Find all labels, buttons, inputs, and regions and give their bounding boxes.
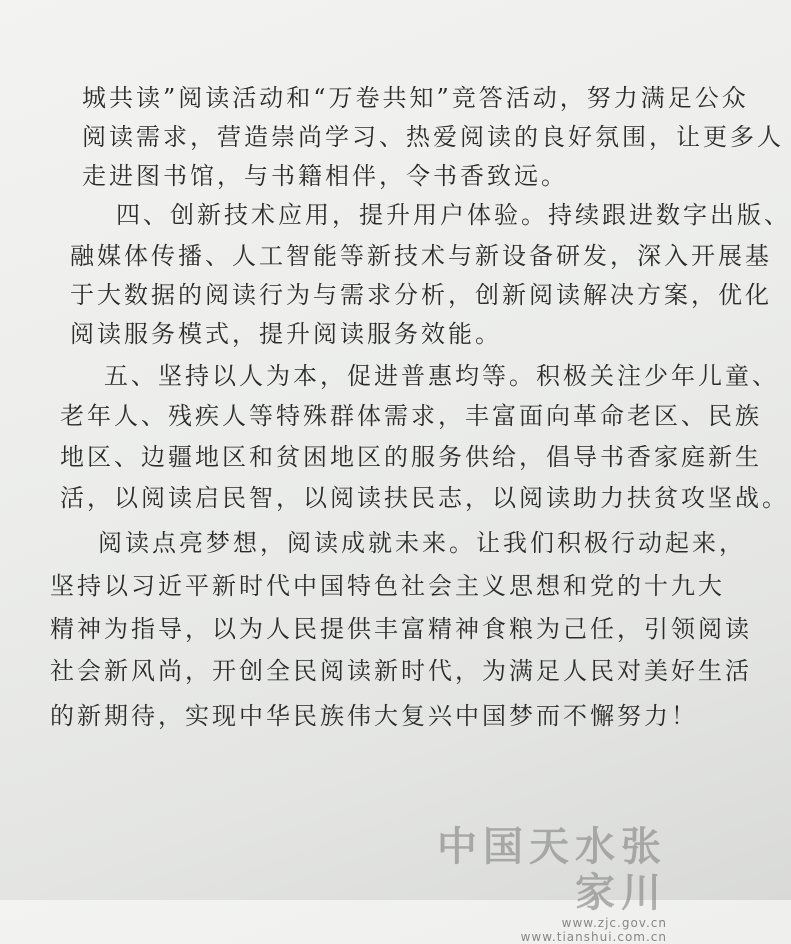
text-line: 坚持以习近平新时代中国特色社会主义思想和党的十九大 bbox=[50, 572, 725, 600]
text-line: 五、坚持以人为本，促进普惠均等。积极关注少年儿童、 bbox=[104, 362, 779, 390]
text-line: 社会新风尚，开创全民阅读新时代，为满足人民对美好生活 bbox=[50, 657, 752, 685]
text-line: 阅读点亮梦想，阅读成就未来。让我们积极行动起来， bbox=[98, 529, 746, 557]
site-watermark bbox=[437, 824, 667, 944]
text-line: 精神为指导，以为人民提供丰富精神食粮为己任，引领阅读 bbox=[50, 615, 752, 643]
text-line: 于大数据的阅读行为与需求分析，创新阅读解决方案，优化 bbox=[70, 281, 772, 309]
text-line: 老年人、残疾人等特殊群体需求，丰富面向革命老区、民族 bbox=[60, 402, 762, 430]
text-line: 四、创新技术应用，提升用户体验。持续跟进数字出版、 bbox=[116, 201, 791, 229]
text-line: 阅读服务模式，提升阅读服务效能。 bbox=[70, 320, 502, 348]
text-line: 城共读”阅读活动和“万卷共知”竞答活动，努力满足公众 bbox=[82, 84, 749, 112]
watermark-url: www.zjc.gov.cn www.tianshui.com.cn bbox=[520, 916, 667, 944]
watermark-title: 中国天水张家川 bbox=[437, 824, 667, 916]
text-line: 地区、边疆地区和贫困地区的服务供给，倡导书香家庭新生 bbox=[60, 443, 762, 471]
text-line: 的新期待，实现中华民族伟大复兴中国梦而不懈努力！ bbox=[50, 702, 698, 730]
text-line: 走进图书馆，与书籍相伴，令书香致远。 bbox=[82, 162, 568, 190]
text-line: 阅读需求，营造崇尚学习、热爱阅读的良好氛围，让更多人 bbox=[82, 123, 784, 151]
text-line: 活，以阅读启民智，以阅读扶民志，以阅读助力扶贫攻坚战。 bbox=[60, 484, 789, 512]
text-line: 融媒体传播、人工智能等新技术与新设备研发，深入开展基 bbox=[70, 242, 772, 270]
